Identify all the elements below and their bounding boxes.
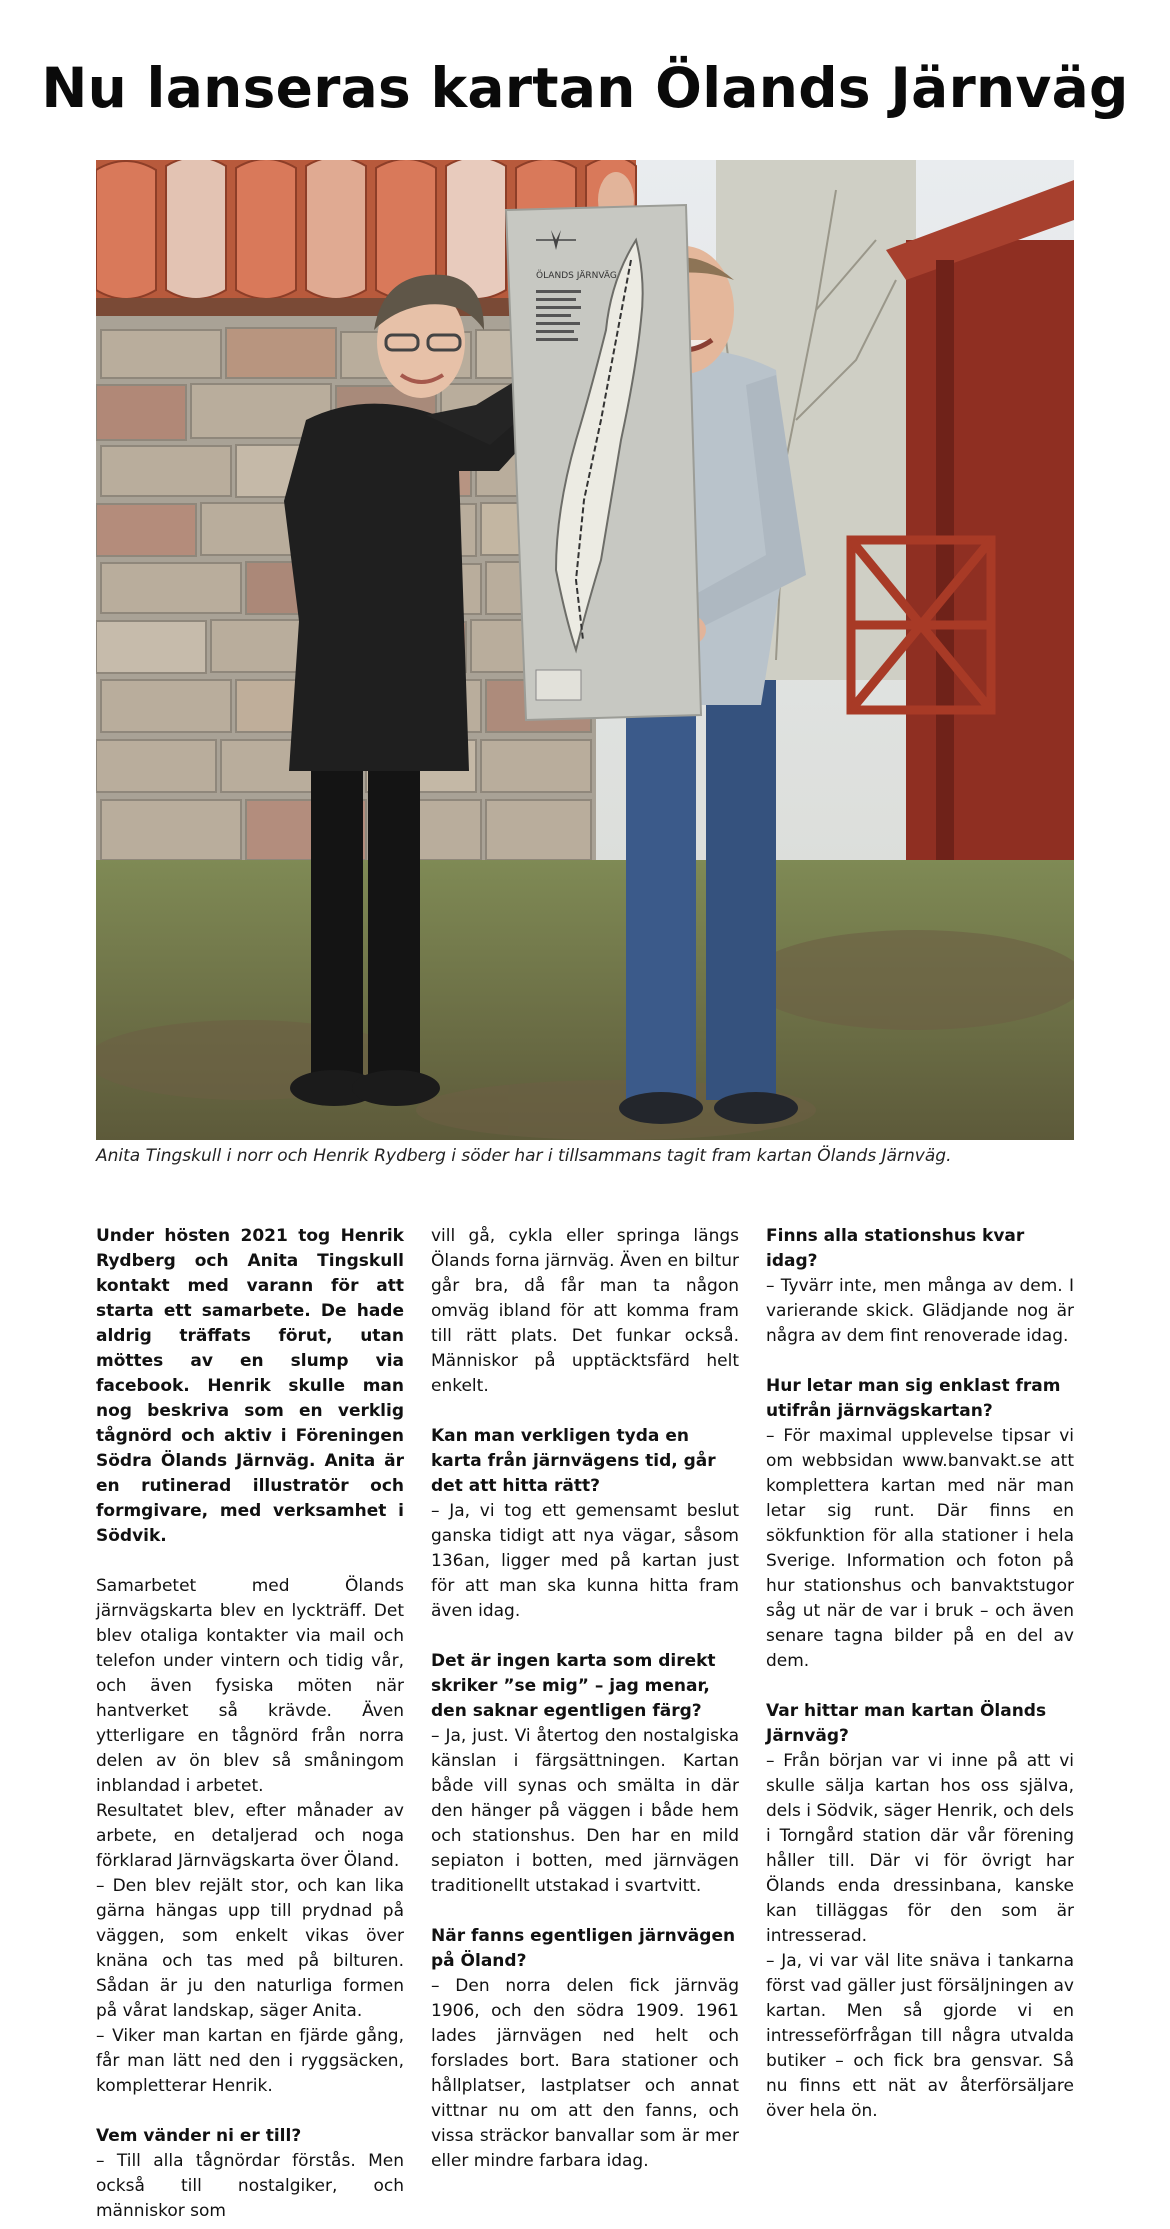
photo-illustration (96, 160, 1074, 1140)
interview-answer: – Den norra delen fick järnväg 1906, och den södra 1909. 1961 lades järnvägen ned helt och forslades bort. Bara stationer och hållplatser, lastplatser och annat vittnar nu om att den fanns, och vissa sträckor banvallar som är mer eller mindre farbara idag. (431, 1976, 739, 2171)
article-column-2 (431, 1224, 739, 2174)
interview-question: Kan man verkligen tyda en karta från järnvägens tid, går det att hitta rätt? (431, 1426, 716, 1496)
interview-answer: – Från början var vi inne på att vi skulle sälja kartan hos oss själva, dels i Södvik, säger Henrik, och dels i Torngård station där vår förening håller till. Där vi för övrigt har Ölands enda dressinbana, kanske kan tilläggas för den som är intresserad. (766, 1751, 1074, 1946)
photo-caption: Anita Tingskull i norr och Henrik Rydberg i söder har i tillsammans tagit fram kartan Ölands Järnväg. (96, 1146, 952, 1166)
interview-answer: – Ja, just. Vi återtog den nostalgiska känslan i färgsättningen. Kartan både vill synas och smälta in där den hänger på väggen i både hem och stationshus. Den har en mild sepiaton i botten, med järnvägen traditionellt utstakad i svartvitt. (431, 1726, 739, 1896)
interview-question: Vem vänder ni er till? (96, 2126, 302, 2146)
interview-answer: – Ja, vi tog ett gemensamt beslut ganska tidigt att nya vägar, såsom 136an, ligger med på kartan just för att man ska kunna hitta fram även idag. (431, 1501, 739, 1621)
interview-answer: – Till alla tågnördar förstås. Men också till nostalgiker, och människor som (96, 2151, 404, 2221)
interview-answer: vill gå, cykla eller springa längs Ölands forna järnväg. Även en biltur går bra, då får man ta någon omväg ibland för att komma fram till rätt plats. Det funkar också. Människor på upptäcktsfärd helt enkelt. (431, 1226, 739, 1396)
paragraph: – Den blev rejält stor, och kan lika gärna hängas upp till prydnad på väggen, som enkelt vikas över knäna och tas med på bilturen. Sådan är ju den naturliga formen på vårat landskap, säger Anita. (96, 1876, 404, 2021)
interview-question: Var hittar man kartan Ölands Järnväg? (766, 1701, 1047, 1746)
interview-answer: – Ja, vi var väl lite snäva i tankarna först vad gäller just försäljningen av kartan. Men så gjorde vi en intresseförfrågan till några utvalda butiker – och fick bra gensvar. Så nu finns ett nät av återförsäljare över hela ön. (766, 1951, 1074, 2121)
article-column-3 (766, 1224, 1074, 2124)
interview-answer: – För maximal upplevelse tipsar vi om webbsidan www.banvakt.se att komplettera kartan med när man letar sig runt. Där finns en sökfunktion för alla stationer i hela Sverige. Information och foton på hur stationshus och banvaktstugor såg ut när de var i bruk – och även senare tagna bilder på en del av dem. (766, 1426, 1074, 1671)
interview-question: Det är ingen karta som direkt skriker ”se mig” – jag menar, den saknar egentligen färg? (431, 1651, 716, 1721)
paragraph: Samarbetet med Ölands järnvägskarta blev en lyckträff. Det blev otaliga kontakter via mail och telefon under vintern och tidig vår, och även fysiska möten när hantverket så krävde. Även ytterligare en tågnörd från norra delen av ön blev så småningom inblandad i arbetet. (96, 1576, 404, 1796)
interview-answer: – Tyvärr inte, men många av dem. I varierande skick. Glädjande nog är några av dem fint renoverade idag. (766, 1276, 1074, 1346)
interview-question: När fanns egentligen järnvägen på Öland? (431, 1926, 736, 1971)
article-headline: Nu lanseras kartan Ölands Järnväg (41, 56, 1129, 120)
held-map-poster (506, 205, 701, 720)
article-photo (96, 160, 1074, 1140)
interview-question: Finns alla stationshus kvar idag? (766, 1226, 1025, 1271)
article-lede: Under hösten 2021 tog Henrik Rydberg och Anita Tingskull kontakt med varann för att starta ett samarbete. De hade aldrig träffats förut, utan möttes av en slump via facebook. Henrik skulle man nog beskriva som en verklig tågnörd och aktiv i Föreningen Södra Ölands Järnväg. Anita är en rutinerad illustratör och formgivare, med verksamhet i Södvik. (96, 1226, 404, 1546)
map-title-text: ÖLANDS JÄRNVÄG (536, 271, 617, 281)
paragraph: – Viker man kartan en fjärde gång, får man lätt ned den i ryggsäcken, kompletterar Henrik. (96, 2026, 404, 2096)
paragraph: Resultatet blev, efter månader av arbete, en detaljerad och noga förklarad Järnvägskarta över Öland. (96, 1801, 404, 1871)
interview-question: Hur letar man sig enklast fram utifrån järnvägskartan? (766, 1376, 1061, 1421)
article-column-1 (96, 1224, 404, 2224)
